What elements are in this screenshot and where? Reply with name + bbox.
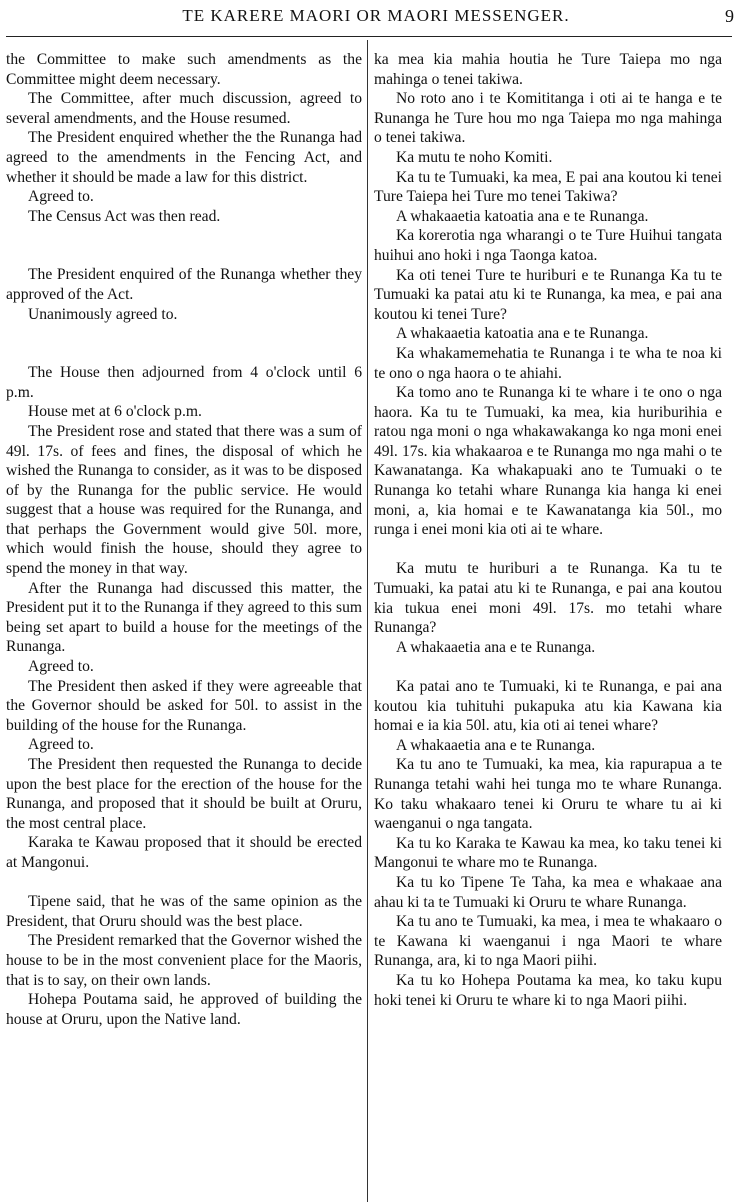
paragraph: A whakaaetia ana e te Runanga. — [396, 638, 596, 656]
paragraph: The President remarked that the Governor wished the house to be in the most convenient place for the Maoris, that is to say, on their own lands. — [6, 932, 362, 989]
paragraph: Ka tu ano te Tumuaki, ka mea, i mea te whakaaro o te Kawana ki waenganui i nga Maori te whare Runanga, ara, ki to nga Maori piihi. — [374, 913, 722, 970]
paragraph: Agreed to. — [28, 658, 94, 676]
paragraph: Ka tu ano te Tumuaki, ka mea, kia rapurapua a te Runanga tetahi wahi hei tunga mo te whare Runanga. Ko taku whakaaro tenei ki Oruru te whare tu ai ki waenganui o nga tangata. — [374, 756, 722, 833]
paragraph: Agreed to. — [28, 736, 94, 754]
running-head: TE KARERE MAORI OR MAORI MESSENGER. — [182, 6, 570, 25]
paragraph: The President rose and stated that there was a sum of 49l. 17s. of fees and fines, the disposal of which he wished the Runanga to consider, as it was to be disposed of by the Runanga for the public service. He would suggest that a house was required for the Runanga, and that perhaps the Government would give 50l. more, which would finish the house, should they agree to spend the money in that way. — [6, 422, 362, 578]
paragraph: Ka mutu te noho Komiti. — [396, 148, 553, 166]
paragraph: A whakaaetia katoatia ana e te Runanga. — [396, 207, 649, 225]
spacer — [374, 540, 722, 560]
paragraph: The President enquired whether the the Runanga had agreed to the amendments in the Fencing Act, and whether it should be made a law for this district. — [6, 129, 362, 186]
paragraph: Ka whakamemehatia te Runanga i te wha te noa ki te ono o nga haora o te ahiahi. — [374, 344, 722, 382]
paragraph: Ka oti tenei Ture te huriburi e te Runanga Ka tu te Tumuaki ka patai atu ki te Runanga, ka mea, e pai ana koutou ki tenei Ture? — [374, 266, 722, 323]
spacer — [6, 324, 362, 363]
paragraph: Ka patai ano te Tumuaki, ki te Runanga, e pai ana koutou kia tuhituhi pukapuka atu kia Kawana kia homai e ia kia 50l. atu, kia oti ai tenei whare? — [374, 678, 722, 735]
paragraph: Ka tu ko Hohepa Poutama ka mea, ko taku kupu hoki tenei ki Oruru te whare ki to nga Maori piihi. — [374, 971, 722, 1009]
english-column — [6, 50, 362, 1202]
paragraph: The Census Act was then read. — [28, 207, 221, 225]
maori-column — [374, 50, 722, 1202]
paragraph: House met at 6 o'clock p.m. — [28, 403, 202, 421]
paragraph: Ka korerotia nga wharangi o te Ture Huihui tangata huihui ano hoki i nga Taonga katoa. — [374, 227, 722, 264]
paragraph: A whakaaetia katoatia ana e te Runanga. — [396, 325, 649, 343]
paragraph: The President enquired of the Runanga whether they approved of the Act. — [6, 266, 362, 303]
page-number: 9 — [725, 6, 734, 26]
paragraph: Ka tu ko Karaka te Kawau ka mea, ko taku tenei ki Mangonui te whare mo te Runanga. — [374, 834, 722, 872]
paragraph: The President then requested the Runanga to decide upon the best place for the erection of the house for the Runanga, and proposed that it should be built at Oruru, the most central place. — [6, 756, 362, 832]
paragraph: the Committee to make such amendments as the Committee might deem necessary. — [6, 51, 362, 88]
paragraph: No roto ano i te Komititanga i oti ai te hanga e te Runanga he Ture hou mo nga Taiepa mo nga mahinga o tenei takiwa. — [374, 90, 722, 147]
paragraph: The President then asked if they were agreeable that the Governor should be asked for 50l. to assist in the building of the house for the Runanga. — [6, 677, 362, 734]
header-rule — [6, 36, 732, 37]
paragraph: The House then adjourned from 4 o'clock until 6 p.m. — [6, 364, 362, 401]
spacer — [6, 873, 362, 893]
paragraph: Ka tomo ano te Runanga ki te whare i te ono o nga haora. Ka tu te Tumuaki, ka mea, kia huriburihia e ratou nga moni o nga whakawakanga ko nga moni enei 49l. 17s. kia whakaaroa e te Runanga mo nga mahi o te Kawanatanga. Ka whakapuaki ano te Tumuaki o te Runanga ko tetahi whare Runanga kia hanga ki enei moni, a, kia homai e te Kawanatanga kia 50l., mo runga i enei moni kia oti ai te whare. — [374, 384, 722, 539]
paragraph: ka mea kia mahia houtia he Ture Taiepa mo nga mahinga o tenei takiwa. — [374, 51, 722, 88]
paragraph: Karaka te Kawau proposed that it should be erected at Mangonui. — [6, 834, 362, 871]
paragraph: A whakaaetia ana e te Runanga. — [396, 736, 596, 754]
paragraph: Ka tu ko Tipene Te Taha, ka mea e whakaae ana ahau ki ta te Tumuaki ki Oruru te whare Runanga. — [374, 873, 722, 911]
paragraph: After the Runanga had discussed this matter, the President put it to the Runanga if they agreed to this sum being set apart to build a house for the meetings of the Runanga. — [6, 579, 362, 656]
paragraph: Tipene said, that he was of the same opinion as the President, that Oruru should was the best place. — [6, 893, 362, 930]
spacer — [374, 657, 722, 677]
paragraph: Ka mutu te huriburi a te Runanga. Ka tu te Tumuaki, ka patai atu ki te Runanga, e pai ana koutou kia tukua enei moni 49l. 17s. mo tetahi whare Runanga? — [374, 560, 722, 637]
spacer — [6, 226, 362, 265]
paragraph: Unanimously agreed to. — [28, 305, 178, 323]
column-divider — [367, 40, 368, 1202]
paragraph: Ka tu te Tumuaki, ka mea, E pai ana koutou ki tenei Ture Taiepa hei Ture mo tenei Takiwa? — [374, 168, 722, 206]
paragraph: Agreed to. — [28, 188, 94, 206]
paragraph: Hohepa Poutama said, he approved of building the house at Oruru, upon the Native land. — [6, 991, 362, 1028]
paragraph: The Committee, after much discussion, agreed to several amendments, and the House resumed. — [6, 90, 362, 127]
